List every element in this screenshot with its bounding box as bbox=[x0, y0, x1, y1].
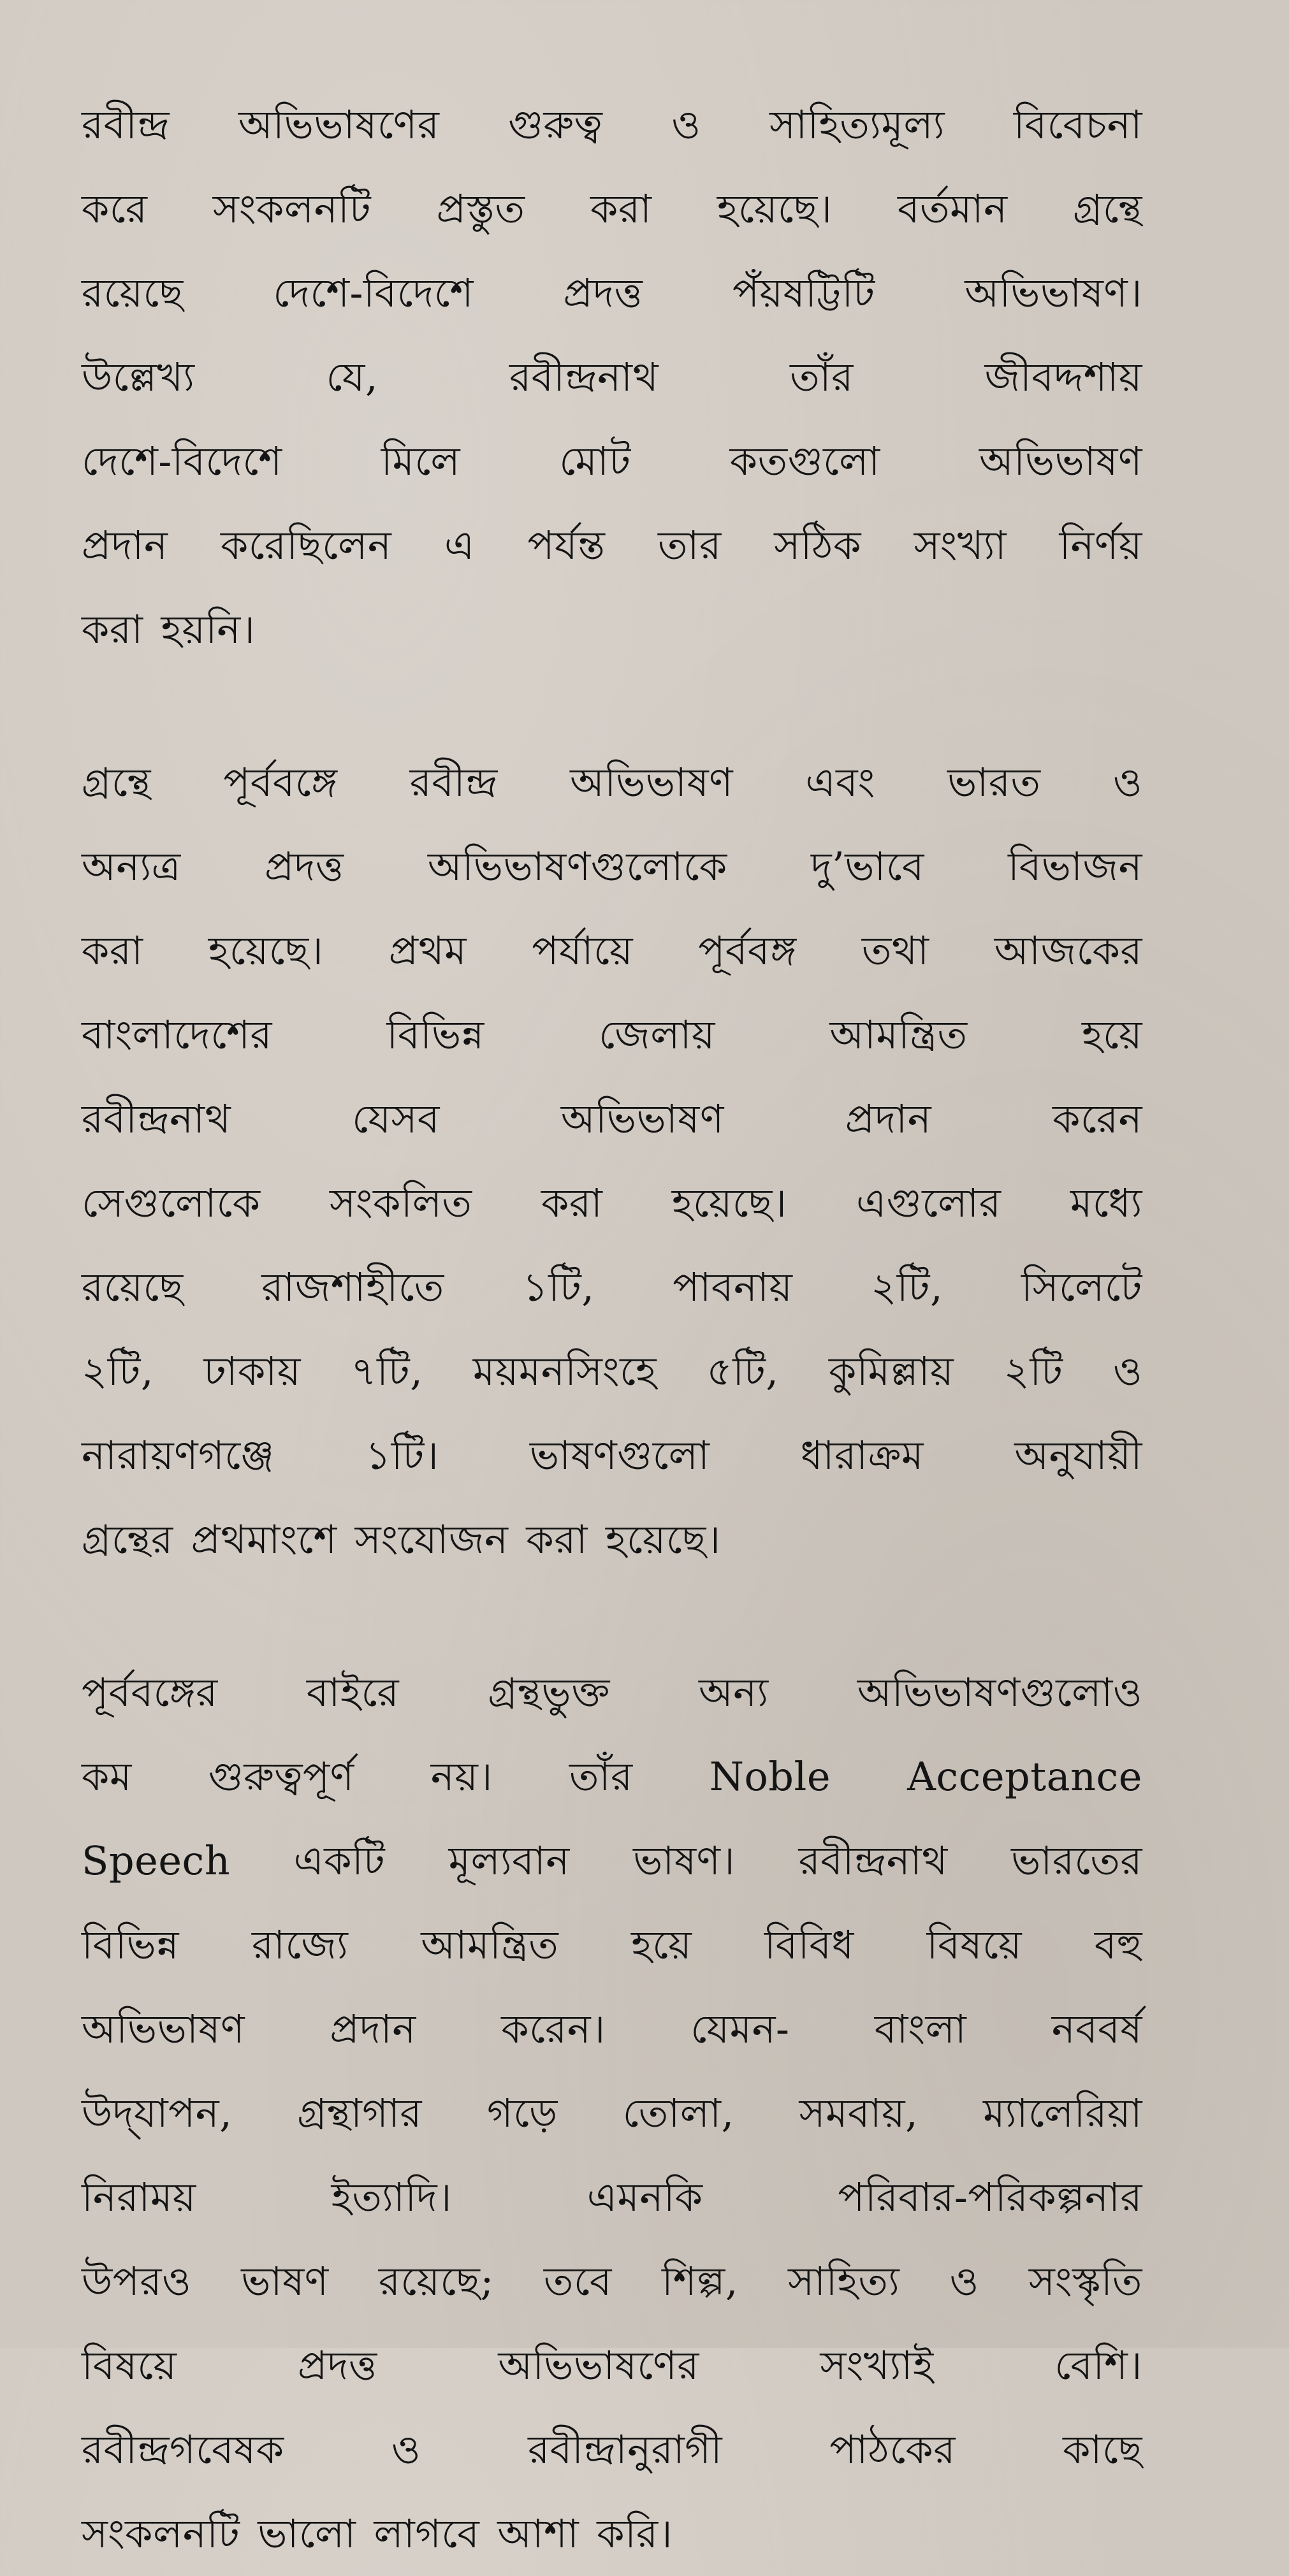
word: বিষয়ে bbox=[926, 1921, 1023, 1968]
word: বিভিন্ন bbox=[386, 1011, 484, 1058]
word: বর্তমান bbox=[898, 185, 1008, 232]
text-line bbox=[82, 1161, 1142, 1245]
text-line bbox=[82, 2240, 1142, 2324]
text-line bbox=[82, 1903, 1142, 1987]
word: রয়েছে bbox=[82, 1264, 184, 1310]
word: নববর্ষ bbox=[1051, 2006, 1142, 2052]
word: অভিভাষণ। bbox=[965, 270, 1142, 316]
word: হয়নি। bbox=[161, 606, 256, 653]
text-line bbox=[82, 335, 1142, 419]
word: প্রদান bbox=[82, 522, 168, 568]
word: ভালো bbox=[258, 2510, 356, 2557]
word: ভাষণ। bbox=[633, 1837, 736, 1884]
word: হয়েছে। bbox=[605, 1516, 721, 1563]
word: রাজ্যে bbox=[251, 1921, 349, 1968]
word: ভাষণগুলো bbox=[529, 1432, 710, 1479]
word: প্রথম bbox=[388, 927, 467, 974]
word: গ্রন্থভুক্ত bbox=[488, 1669, 610, 1716]
word: প্রদত্ত bbox=[563, 270, 643, 316]
word: ধারাক্রম bbox=[800, 1432, 924, 1479]
word: দু’ভাবে bbox=[810, 843, 924, 890]
word: মোট bbox=[559, 438, 631, 484]
word: সংখ্যাই bbox=[820, 2342, 934, 2389]
word: নারায়ণগঞ্জে bbox=[82, 1432, 275, 1479]
word: আমন্ত্রিত bbox=[829, 1011, 968, 1058]
word: বিবিধ bbox=[764, 1921, 854, 1968]
word: সংকলনটি bbox=[212, 185, 372, 232]
word: পর্যায়ে bbox=[532, 927, 634, 974]
text-line bbox=[82, 1245, 1142, 1329]
word: যে, bbox=[326, 354, 379, 400]
word: বেশি। bbox=[1054, 2342, 1142, 2389]
word: নির্ণয় bbox=[1059, 522, 1142, 568]
word: সাহিত্য bbox=[788, 2258, 900, 2305]
word: গড়ে bbox=[486, 2090, 558, 2136]
word: গ্রন্থে bbox=[82, 759, 151, 806]
word: রবীন্দ্রগবেষক bbox=[82, 2426, 284, 2473]
word: তোলা, bbox=[622, 2090, 734, 2136]
text-line bbox=[82, 993, 1142, 1077]
word: তাঁর bbox=[569, 1753, 633, 1800]
word: ভারত bbox=[947, 759, 1041, 806]
word: ও bbox=[671, 101, 701, 148]
text-line bbox=[82, 1077, 1142, 1161]
word: রবীন্দ্র bbox=[409, 759, 498, 806]
word: গুরুত্ব bbox=[508, 101, 603, 148]
word: শিল্প, bbox=[662, 2258, 738, 2305]
word: তার bbox=[658, 522, 722, 568]
word: রবীন্দ্রনাথ bbox=[82, 1096, 231, 1142]
paragraph-2 bbox=[82, 741, 1142, 1582]
text-line bbox=[82, 588, 1142, 672]
word: মধ্যে bbox=[1070, 1180, 1142, 1226]
word: গুরুত্বপূর্ণ bbox=[208, 1753, 354, 1800]
word: লাগবে bbox=[374, 2510, 480, 2557]
word: গ্রন্থের bbox=[82, 1516, 173, 1563]
text-line bbox=[82, 2155, 1142, 2240]
text-line bbox=[82, 2071, 1142, 2155]
word: সংকলনটি bbox=[82, 2510, 240, 2557]
word: হয়েছে। bbox=[208, 927, 324, 974]
word: পঁয়ষট্টিটি bbox=[732, 270, 875, 316]
word: অভিভাষণগুলোকে bbox=[427, 843, 727, 890]
word: করা bbox=[590, 185, 652, 232]
word: হয়েছে। bbox=[717, 185, 833, 232]
word: ভাষণ bbox=[241, 2258, 329, 2305]
text-line bbox=[82, 251, 1142, 335]
word: যেমন- bbox=[690, 2006, 790, 2052]
text-line bbox=[82, 2324, 1142, 2408]
word: প্রথমাংশে bbox=[191, 1516, 337, 1563]
text-line bbox=[82, 167, 1142, 251]
word: প্রদান bbox=[330, 2006, 416, 2052]
word: অভিভাষণ bbox=[979, 438, 1142, 484]
text-line bbox=[82, 1498, 1142, 1582]
word: Noble bbox=[709, 1753, 831, 1800]
word: ইত্যাদি। bbox=[331, 2174, 452, 2220]
word: ভারতের bbox=[1011, 1837, 1142, 1884]
word: ৭টি, bbox=[351, 1348, 423, 1394]
text-line bbox=[82, 2408, 1142, 2492]
word: ম্যালেরিয়া bbox=[983, 2090, 1142, 2136]
word: জেলায় bbox=[599, 1011, 715, 1058]
word: প্রদত্ত bbox=[298, 2342, 377, 2389]
paragraph-1 bbox=[82, 83, 1142, 672]
word: আশা bbox=[497, 2510, 579, 2557]
word: রয়েছে bbox=[82, 270, 184, 316]
text-line bbox=[82, 419, 1142, 503]
word: ২টি, bbox=[871, 1264, 943, 1310]
text-line bbox=[82, 825, 1142, 909]
word: পূর্ববঙ্গে bbox=[223, 759, 338, 806]
word: অভিভাষণ bbox=[560, 1096, 724, 1142]
word: ২টি, bbox=[82, 1348, 154, 1394]
word: হয়েছে। bbox=[671, 1180, 787, 1226]
word: করা bbox=[541, 1180, 603, 1226]
word: করা bbox=[82, 927, 143, 974]
word: তাঁর bbox=[790, 354, 854, 400]
word: এমনকি bbox=[586, 2174, 703, 2220]
word: তবে bbox=[543, 2258, 612, 2305]
word: যেসব bbox=[352, 1096, 440, 1142]
word: কাছে bbox=[1063, 2426, 1142, 2473]
word: রবীন্দ্রনাথ bbox=[798, 1837, 948, 1884]
word: হয়ে bbox=[1081, 1011, 1142, 1058]
word: জীবদ্দশায় bbox=[984, 354, 1142, 400]
word: এবং bbox=[805, 759, 875, 806]
word: সিলেটে bbox=[1021, 1264, 1142, 1310]
word: বাংলাদেশের bbox=[82, 1011, 273, 1058]
word: করা bbox=[526, 1516, 588, 1563]
text-line bbox=[82, 503, 1142, 588]
text-line bbox=[82, 1651, 1142, 1735]
word: পর্যন্ত bbox=[527, 522, 606, 568]
word: রবীন্দ্রনাথ bbox=[509, 354, 659, 400]
word: উল্লেখ্য bbox=[82, 354, 195, 400]
text-line bbox=[82, 1329, 1142, 1414]
word: সংকলিত bbox=[329, 1180, 472, 1226]
word: এ bbox=[444, 522, 475, 568]
word: বাংলা bbox=[874, 2006, 967, 2052]
word: ১টি। bbox=[365, 1432, 439, 1479]
word: ও bbox=[391, 2426, 421, 2473]
word: বিবেচনা bbox=[1013, 101, 1142, 148]
word: ঢাকায় bbox=[203, 1348, 301, 1394]
word: পূর্ববঙ্গ bbox=[698, 927, 797, 974]
word: নয়। bbox=[430, 1753, 493, 1800]
word: সাহিত্যমূল্য bbox=[769, 101, 945, 148]
word: ২টি bbox=[1003, 1348, 1063, 1394]
word: আমন্ত্রিত bbox=[421, 1921, 559, 1968]
word: পূর্ববঙ্গের bbox=[82, 1669, 218, 1716]
word: ও bbox=[1112, 1348, 1142, 1394]
word: কুমিল্লায় bbox=[828, 1348, 954, 1394]
word: অনুযায়ী bbox=[1014, 1432, 1142, 1479]
word: একটি bbox=[293, 1837, 386, 1884]
word: বিভাজন bbox=[1008, 843, 1142, 890]
word: মূল্যবান bbox=[448, 1837, 570, 1884]
text-line bbox=[82, 741, 1142, 825]
word: তথা bbox=[861, 927, 929, 974]
text-line bbox=[82, 1735, 1142, 1819]
word: প্রস্তুত bbox=[436, 185, 525, 232]
word: সংযোজন bbox=[354, 1516, 509, 1563]
word: পাবনায় bbox=[673, 1264, 793, 1310]
word: অভিভাষণ bbox=[82, 2006, 245, 2052]
word: অন্য bbox=[698, 1669, 769, 1716]
text-line bbox=[82, 83, 1142, 167]
word: ও bbox=[949, 2258, 979, 2305]
word: রবীন্দ্র bbox=[82, 101, 170, 148]
text-line bbox=[82, 1819, 1142, 1903]
word: ও bbox=[1112, 759, 1142, 806]
word: অভিভাষণ bbox=[570, 759, 734, 806]
word: Speech bbox=[82, 1837, 231, 1884]
word: বিভিন্ন bbox=[82, 1921, 180, 1968]
word: এগুলোর bbox=[856, 1180, 1001, 1226]
word: সমবায়, bbox=[799, 2090, 919, 2136]
word: গ্রন্থে bbox=[1072, 185, 1142, 232]
word: প্রদত্ত bbox=[264, 843, 344, 890]
word: নিরাময় bbox=[82, 2174, 196, 2220]
word: পাঠকের bbox=[829, 2426, 956, 2473]
text-line bbox=[82, 909, 1142, 993]
word: দেশে-বিদেশে bbox=[273, 270, 474, 316]
word: উপরও bbox=[82, 2258, 192, 2305]
word: গ্রন্থাগার bbox=[297, 2090, 423, 2136]
word: করেন bbox=[1052, 1096, 1142, 1142]
word: অভিভাষণের bbox=[498, 2342, 699, 2389]
word: ময়মনসিংহে bbox=[472, 1348, 657, 1394]
word: করি। bbox=[597, 2510, 673, 2557]
word: রাজশাহীতে bbox=[261, 1264, 444, 1310]
paragraph-3 bbox=[82, 1651, 1142, 2576]
word: ৫টি, bbox=[706, 1348, 779, 1394]
word: করেছিলেন bbox=[221, 522, 392, 568]
word: অভিভাষণগুলোও bbox=[857, 1669, 1142, 1716]
word: করা bbox=[82, 606, 143, 653]
word: রবীন্দ্রানুরাগী bbox=[528, 2426, 723, 2473]
word: রয়েছে; bbox=[378, 2258, 494, 2305]
word: আজকের bbox=[994, 927, 1142, 974]
text-line bbox=[82, 2492, 1142, 2576]
word: বাইরে bbox=[306, 1669, 400, 1716]
word: অভিভাষণের bbox=[238, 101, 440, 148]
word: মিলে bbox=[381, 438, 461, 484]
word: প্রদান bbox=[845, 1096, 932, 1142]
text-line bbox=[82, 1414, 1142, 1498]
word: কতগুলো bbox=[729, 438, 880, 484]
word: উদ্‌যাপন, bbox=[82, 2090, 233, 2136]
word: সঠিক bbox=[774, 522, 861, 568]
word: বিষয়ে bbox=[82, 2342, 177, 2389]
word: Acceptance bbox=[907, 1753, 1142, 1800]
word: কম bbox=[82, 1753, 132, 1800]
word: ১টি, bbox=[522, 1264, 595, 1310]
word: করে bbox=[82, 185, 148, 232]
word: সংখ্যা bbox=[914, 522, 1007, 568]
word: সেগুলোকে bbox=[82, 1180, 261, 1226]
word: দেশে-বিদেশে bbox=[82, 438, 282, 484]
word: করেন। bbox=[501, 2006, 606, 2052]
word: বহু bbox=[1094, 1921, 1142, 1968]
word: অন্যত্র bbox=[82, 843, 181, 890]
word: পরিবার-পরিকল্পনার bbox=[838, 2174, 1142, 2220]
word: হয়ে bbox=[631, 1921, 692, 1968]
text-line bbox=[82, 1987, 1142, 2071]
word: সংস্কৃতি bbox=[1028, 2258, 1142, 2305]
